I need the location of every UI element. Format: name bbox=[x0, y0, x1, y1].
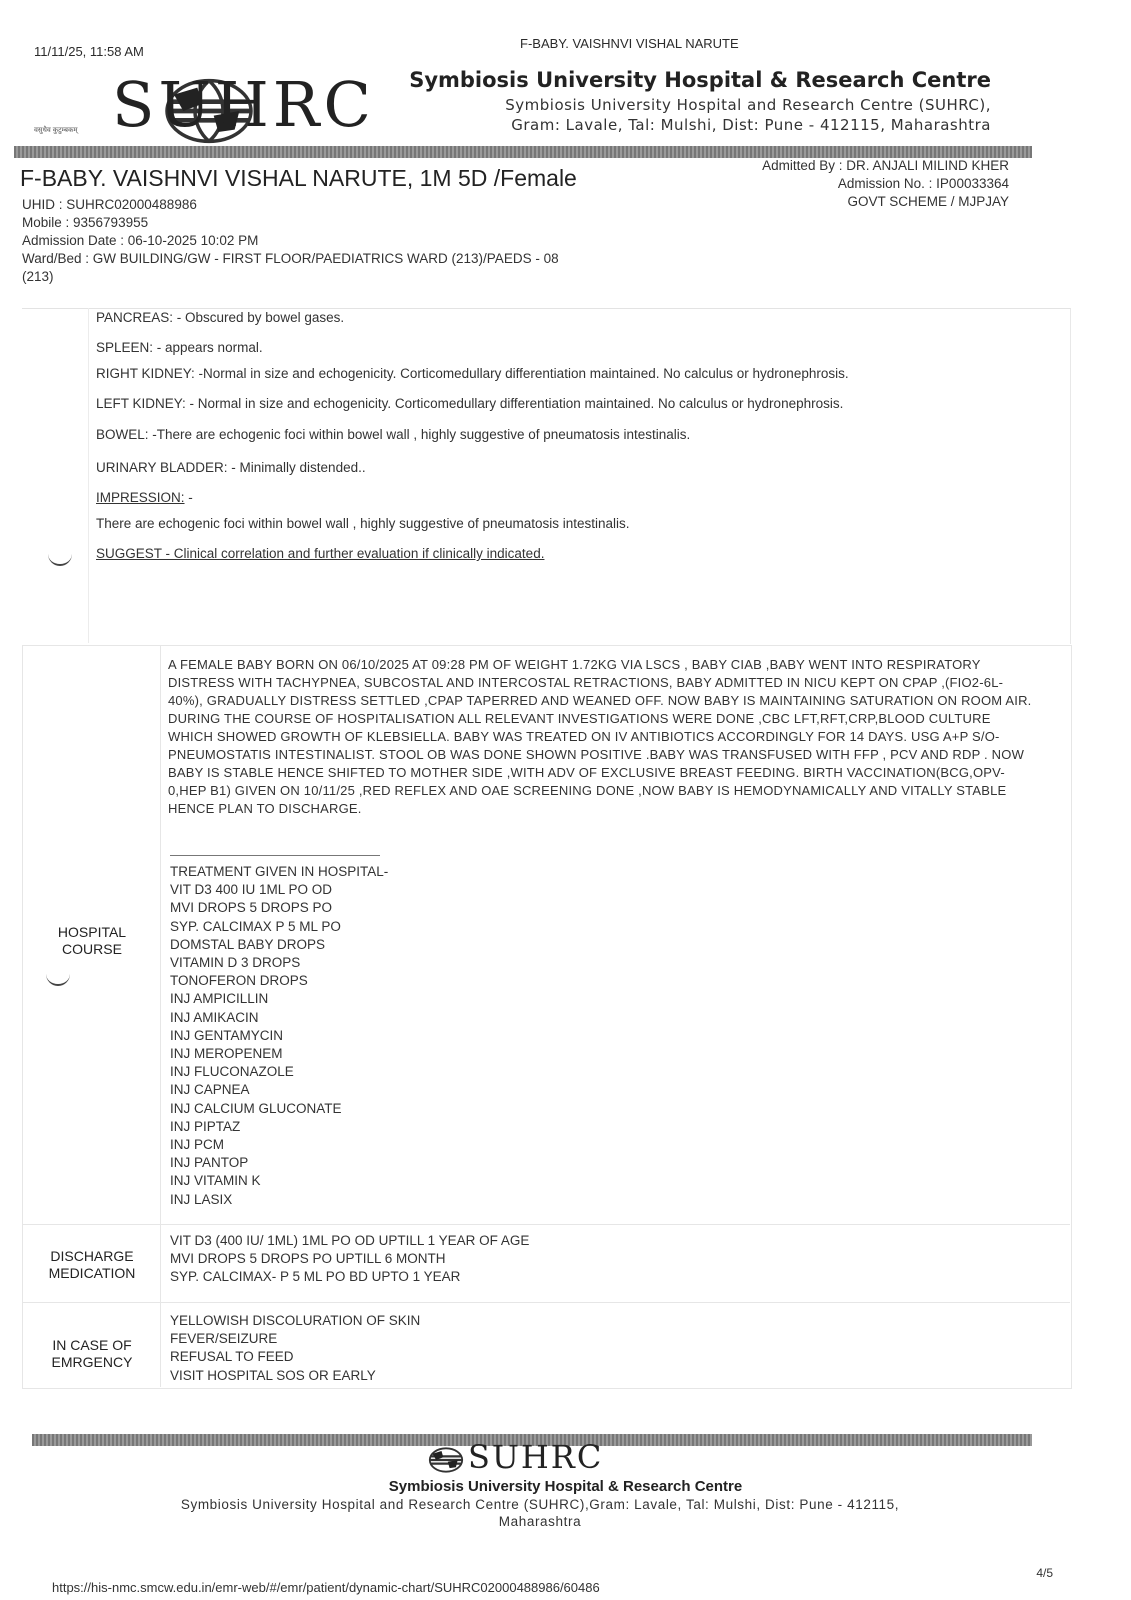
emergency-label-line1: IN CASE OF bbox=[52, 1337, 132, 1353]
finding-urinary-bladder: URINARY BLADDER: - Minimally distended.. bbox=[96, 460, 366, 475]
hospital-course-label-line1: HOSPITAL bbox=[57, 924, 127, 940]
list-item: MVI DROPS 5 DROPS PO bbox=[170, 900, 333, 916]
impression-text: There are echogenic foci within bowel wall , highly suggestive of pneumatosis intestinalis. bbox=[96, 516, 630, 531]
list-item: INJ AMPICILLIN bbox=[170, 991, 269, 1007]
logo-text: SUHRC bbox=[112, 68, 375, 141]
findings-box-side bbox=[22, 308, 89, 643]
header-divider-band bbox=[14, 146, 1032, 158]
list-item: REFUSAL TO FEED bbox=[170, 1349, 294, 1365]
admission-date: Admission Date : 06-10-2025 10:02 PM bbox=[22, 233, 259, 248]
ward-bed-continued: (213) bbox=[22, 269, 54, 284]
ward-bed: Ward/Bed : GW BUILDING/GW - FIRST FLOOR/PAEDIATRICS WARD (213)/PAEDS - 08 bbox=[22, 251, 559, 266]
treatment-list bbox=[170, 863, 388, 1209]
list-item: INJ LASIX bbox=[170, 1191, 233, 1207]
impression-heading-suffix: - bbox=[184, 490, 193, 505]
impression-heading bbox=[96, 490, 193, 505]
section-rule bbox=[170, 855, 380, 856]
footer-hospital-name: Symbiosis University Hospital & Research Centre bbox=[388, 1478, 743, 1495]
list-item: YELLOWISH DISCOLURATION OF SKIN bbox=[170, 1313, 421, 1328]
list-item: SYP. CALCIMAX P 5 ML PO bbox=[170, 918, 341, 934]
footer-logo bbox=[428, 1438, 638, 1482]
govt-scheme: GOVT SCHEME / MJPJAY bbox=[847, 194, 1009, 209]
finding-spleen: SPLEEN: - appears normal. bbox=[96, 340, 263, 355]
table-row-divider bbox=[22, 1224, 1070, 1225]
footer-address-line1: Symbiosis University Hospital and Research Centre (SUHRC),Gram: Lavale, Tal: Mulshi, Dist: Pune - 412115, bbox=[180, 1497, 900, 1512]
list-item: VISIT HOSPITAL SOS OR EARLY bbox=[170, 1367, 376, 1383]
list-item: INJ FLUCONAZOLE bbox=[170, 1064, 294, 1080]
finding-pancreas: PANCREAS: - Obscured by bowel gases. bbox=[96, 310, 345, 325]
patient-title: F-BABY. VAISHNVI VISHAL NARUTE, 1M 5D /Female bbox=[20, 165, 577, 191]
emergency-list bbox=[170, 1312, 420, 1385]
table-row-divider bbox=[22, 1302, 1070, 1303]
finding-left-kidney: LEFT KIDNEY: - Normal in size and echogenicity. Corticomedullary differentiation maintained. No calculus or hydronephrosis. bbox=[96, 396, 844, 411]
discharge-medication-label-line1: DISCHARGE bbox=[50, 1248, 134, 1264]
page-url: https://his-nmc.smcw.edu.in/emr-web/#/emr/patient/dynamic-chart/SUHRC02000488986/60486 bbox=[52, 1580, 600, 1595]
admitted-by: Admitted By : DR. ANJALI MILIND KHER bbox=[762, 158, 1009, 173]
list-item: INJ VITAMIN K bbox=[170, 1173, 261, 1189]
hospital-course-label-line2: COURSE bbox=[62, 941, 122, 957]
list-item: VITAMIN D 3 DROPS bbox=[170, 955, 301, 971]
footer-address bbox=[60, 1496, 1020, 1530]
list-item: MVI DROPS 5 DROPS PO UPTILL 6 MONTH bbox=[170, 1251, 446, 1267]
findings-box bbox=[22, 308, 1071, 644]
list-item: INJ MEROPENEM bbox=[170, 1046, 283, 1062]
list-item: VIT D3 (400 IU/ 1ML) 1ML PO OD UPTILL 1 YEAR OF AGE bbox=[170, 1233, 530, 1248]
hospital-subname: Symbiosis University Hospital and Research Centre (SUHRC), bbox=[505, 96, 991, 114]
emergency-label bbox=[24, 1337, 160, 1371]
table-column-divider bbox=[160, 645, 161, 1387]
logo-tagline: वसुधैव कुटुम्बकम् bbox=[34, 127, 78, 134]
list-item: INJ CALCIUM GLUCONATE bbox=[170, 1100, 342, 1116]
emergency-label-line2: EMRGENCY bbox=[51, 1354, 133, 1370]
discharge-medication-list bbox=[170, 1232, 529, 1287]
hospital-address: Gram: Lavale, Tal: Mulshi, Dist: Pune - 412115, Maharashtra bbox=[511, 116, 991, 134]
discharge-medication-label bbox=[24, 1248, 160, 1282]
list-item: INJ AMIKACIN bbox=[170, 1009, 259, 1025]
impression-heading-text: IMPRESSION: bbox=[96, 490, 185, 505]
page-number: 4/5 bbox=[1036, 1566, 1053, 1580]
finding-right-kidney: RIGHT KIDNEY: -Normal in size and echogenicity. Corticomedullary differentiation maintained. No calculus or hydronephrosis. bbox=[96, 366, 849, 381]
list-item: INJ PCM bbox=[170, 1137, 224, 1153]
list-item: INJ CAPNEA bbox=[170, 1082, 250, 1098]
patient-uhid: UHID : SUHRC02000488986 bbox=[22, 197, 197, 212]
print-datetime: 11/11/25, 11:58 AM bbox=[34, 44, 144, 59]
footer-address-line2: Maharashtra bbox=[498, 1514, 582, 1529]
admission-number: Admission No. : IP00033364 bbox=[837, 176, 1009, 191]
treatment-heading: TREATMENT GIVEN IN HOSPITAL- bbox=[170, 864, 389, 879]
suggestion-text: SUGGEST - Clinical correlation and further evaluation if clinically indicated. bbox=[96, 546, 545, 561]
list-item: INJ PIPTAZ bbox=[170, 1118, 241, 1134]
hospital-name: Symbiosis University Hospital & Research Centre bbox=[409, 68, 991, 92]
list-item: VIT D3 400 IU 1ML PO OD bbox=[170, 882, 333, 898]
discharge-medication-label-line2: MEDICATION bbox=[48, 1265, 136, 1281]
list-item: TONOFERON DROPS bbox=[170, 973, 308, 989]
finding-bowel: BOWEL: -There are echogenic foci within bowel wall , highly suggestive of pneumatosis intestinalis. bbox=[96, 427, 691, 442]
list-item: INJ GENTAMYCIN bbox=[170, 1027, 284, 1043]
globe-logo-icon bbox=[428, 1446, 464, 1474]
hospital-course-summary: A FEMALE BABY BORN ON 06/10/2025 AT 09:28 PM OF WEIGHT 1.72KG VIA LSCS , BABY CIAB ,BABY WENT INTO RESPIRATORY DISTRESS WITH TACHYPNEA, SUBCOSTAL AND INTERCOSTAL RETRACTIONS, BABY ADMITTED IN NICU KEPT ON CPAP ,(FIO2-6L-40%), GRADUALLY DISTRESS SETTLED ,CPAP TAPERRED AND WEANED OFF. NOW BABY IS MAINTAINING SATURATION ON ROOM AIR. DURING THE COURSE OF HOSPITALISATION ALL RELEVANT INVESTIGATIONS WERE DONE ,CBC LFT,RFT,CRP,BLOOD CULTURE WHICH SHOWED GROWTH OF KLEBSIELLA. BABY WAS TREATED ON IV ANTIBIOTICS ACCORDINGLY FOR 14 DAYS. USG A+P S/O- PNEUMOSTATIS INTESTINALIST. STOOL OB WAS DONE SHOWN POSITIVE .BABY WAS TRANSFUSED WITH FFP , PCV AND RDP . NOW BABY IS STABLE HENCE SHIFTED TO MOTHER SIDE ,WITH ADV OF EXCLUSIVE BREAST FEEDING. BIRTH VACCINATION(BCG,OPV-0,HEP B1) GIVEN ON 10/11/25 ,RED REFLEX AND OAE SCREENING DONE ,NOW BABY IS HEMODYNAMICALLY AND VITALLY STABLE HENCE PLAN TO DISCHARGE. bbox=[168, 657, 1032, 816]
list-item: DOMSTAL BABY DROPS bbox=[170, 936, 326, 952]
patient-mobile: Mobile : 9356793955 bbox=[22, 215, 149, 230]
list-item: SYP. CALCIMAX- P 5 ML PO BD UPTO 1 YEAR bbox=[170, 1269, 461, 1285]
footer-logo-text: SUHRC bbox=[468, 1438, 604, 1476]
list-item: FEVER/SEIZURE bbox=[170, 1331, 278, 1347]
list-item: INJ PANTOP bbox=[170, 1155, 249, 1171]
hospital-course-label bbox=[24, 924, 160, 958]
suhrc-logo bbox=[34, 68, 384, 142]
print-patient-name: F-BABY. VAISHNVI VISHAL NARUTE bbox=[520, 36, 739, 51]
